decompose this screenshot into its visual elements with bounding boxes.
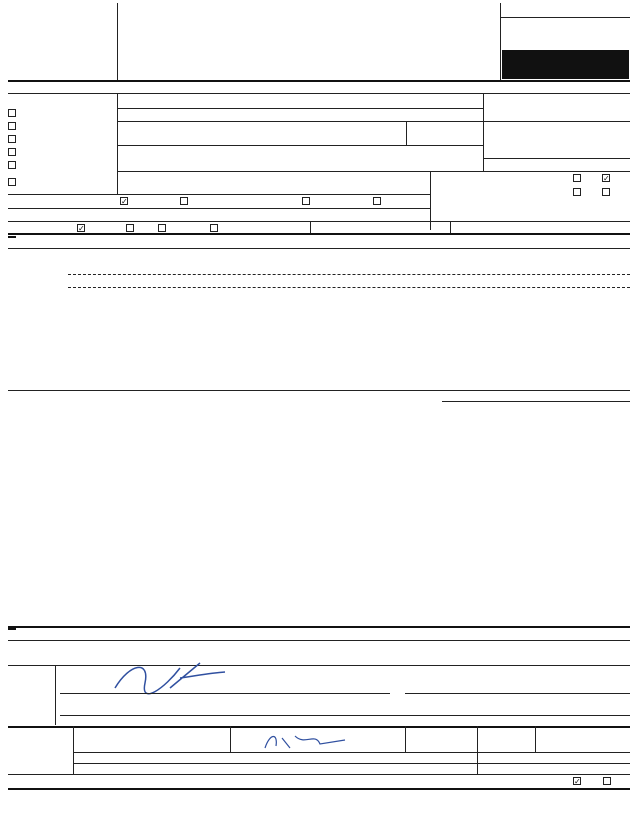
initial-return-checkbox[interactable] bbox=[8, 135, 16, 143]
address-change-checkbox[interactable] bbox=[8, 109, 16, 117]
preparer-signature bbox=[260, 728, 350, 754]
header-divider-right bbox=[500, 3, 501, 80]
firm-rule bbox=[73, 763, 630, 764]
name-change-checkbox[interactable] bbox=[8, 122, 16, 130]
sign-date-line bbox=[405, 693, 630, 694]
header-divider-left bbox=[117, 3, 118, 80]
preparer-bottom-rule bbox=[8, 774, 630, 775]
4947-checkbox[interactable] bbox=[302, 197, 310, 205]
firm-ein-divider bbox=[477, 752, 478, 774]
sign-top-rule bbox=[8, 665, 630, 666]
part-ii-rule bbox=[8, 640, 630, 641]
prep-date-divider bbox=[405, 726, 406, 752]
application-pending-checkbox[interactable] bbox=[8, 178, 16, 186]
officer-name-line bbox=[60, 715, 630, 716]
527-checkbox[interactable] bbox=[373, 197, 381, 205]
dba-rule bbox=[117, 121, 483, 122]
street-rule bbox=[117, 145, 483, 146]
mission-rule-2 bbox=[68, 287, 630, 288]
k-divider bbox=[310, 221, 311, 233]
part-ii-label bbox=[8, 628, 16, 630]
sign-divider bbox=[55, 665, 56, 725]
part-ii-top-rule bbox=[8, 626, 630, 628]
other-checkbox[interactable] bbox=[210, 224, 218, 232]
prep-sig-divider bbox=[230, 726, 231, 752]
k-rule bbox=[8, 233, 630, 235]
j-rule bbox=[8, 221, 630, 222]
f-rule bbox=[8, 194, 430, 195]
501c-checkbox[interactable] bbox=[180, 197, 188, 205]
prep-row-rule bbox=[73, 752, 630, 753]
amended-return-checkbox[interactable] bbox=[8, 161, 16, 169]
group-return-yes[interactable] bbox=[573, 174, 581, 182]
room-divider bbox=[406, 121, 407, 145]
corporation-checkbox[interactable]: ✓ bbox=[78, 224, 85, 233]
omb-rule bbox=[500, 17, 630, 18]
city-rule bbox=[117, 171, 630, 172]
preparer-divider bbox=[73, 726, 74, 774]
header-bottom-rule bbox=[8, 80, 630, 82]
association-checkbox[interactable] bbox=[158, 224, 166, 232]
subordinates-yes[interactable] bbox=[573, 188, 581, 196]
part-i-rule bbox=[8, 248, 630, 249]
ptin-divider bbox=[535, 726, 536, 752]
i-rule bbox=[8, 208, 430, 209]
footer-rule bbox=[8, 788, 630, 790]
phone-rule bbox=[483, 158, 630, 159]
mission-rule-1 bbox=[68, 274, 630, 275]
officer-signature bbox=[110, 658, 230, 698]
line-a-rule bbox=[8, 93, 630, 94]
d-column-divider bbox=[483, 93, 484, 171]
col-header-rule bbox=[442, 401, 630, 402]
trust-checkbox[interactable] bbox=[126, 224, 134, 232]
final-return-checkbox[interactable] bbox=[8, 148, 16, 156]
discuss-no-checkbox[interactable] bbox=[603, 777, 611, 785]
ein-rule bbox=[483, 121, 630, 122]
subordinates-no[interactable] bbox=[602, 188, 610, 196]
l-divider bbox=[450, 221, 451, 233]
gov-bottom-rule bbox=[8, 390, 630, 391]
501c3-checkbox[interactable]: ✓ bbox=[121, 197, 128, 206]
org-name-rule bbox=[117, 108, 483, 109]
signature-line bbox=[60, 693, 390, 694]
group-return-no[interactable]: ✓ bbox=[603, 174, 610, 183]
open-to-public-box bbox=[502, 50, 629, 79]
discuss-yes-checkbox[interactable]: ✓ bbox=[574, 777, 581, 786]
check-divider bbox=[477, 726, 478, 752]
part-i-label bbox=[8, 236, 16, 238]
